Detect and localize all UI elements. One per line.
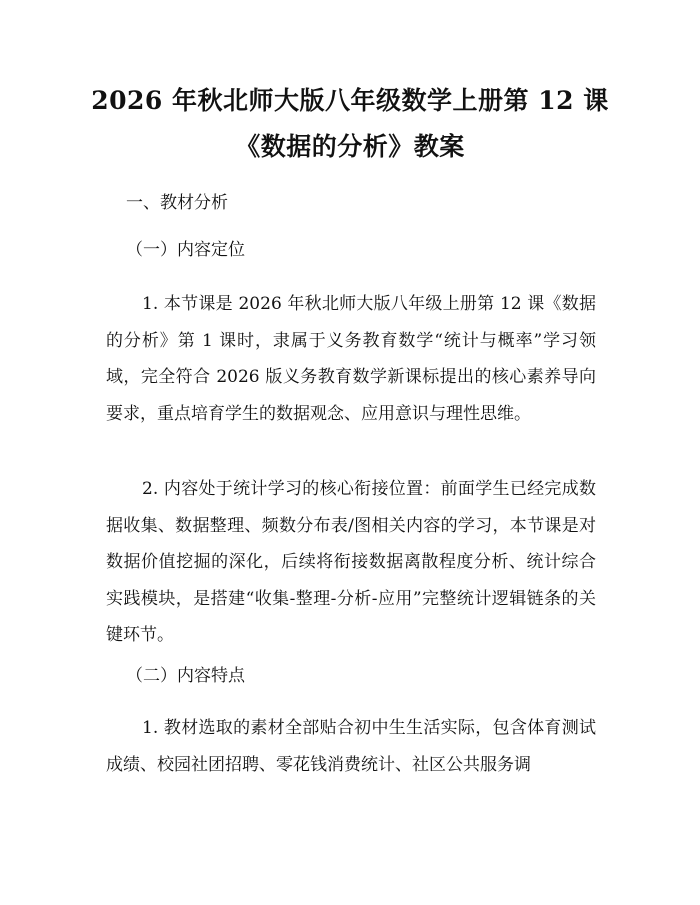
document-title-line-2: 《数据的分析》教案 (235, 132, 465, 161)
subsection-heading-content-features: （二）内容特点 (126, 666, 245, 686)
paragraph-1: 1. 本节课是 2026 年秋北师大版八年级上册第 12 课《数据的分析》第 1 课时，隶属于义务教育数学“统计与概率”学习领域，完全符合 2026 版义务教育数学新课标提出的核心素养导向要求，重点培育学生的数据观念、应用意识与理性思维。 (106, 294, 596, 424)
paragraph-3: 1. 教材选取的素材全部贴合初中生生活实际，包含体育测试成绩、校园社团招聘、零花钱消费统计、社区公共服务调 (106, 718, 596, 775)
section-heading-textbook-analysis: 一、教材分析 (126, 193, 228, 213)
document-title-line-1: 2026 年秋北师大版八年级数学上册第 12 课 (91, 86, 609, 115)
paragraph-2: 2. 内容处于统计学习的核心衔接位置：前面学生已经完成数据收集、数据整理、频数分布表/图相关内容的学习，本节课是对数据价值挖掘的深化，后续将衔接数据离散程度分析、统计综合实践模块，是搭建“收集-整理-分析-应用”完整统计逻辑链条的关键环节。 (106, 479, 596, 645)
subsection-heading-content-positioning: （一）内容定位 (126, 240, 245, 260)
